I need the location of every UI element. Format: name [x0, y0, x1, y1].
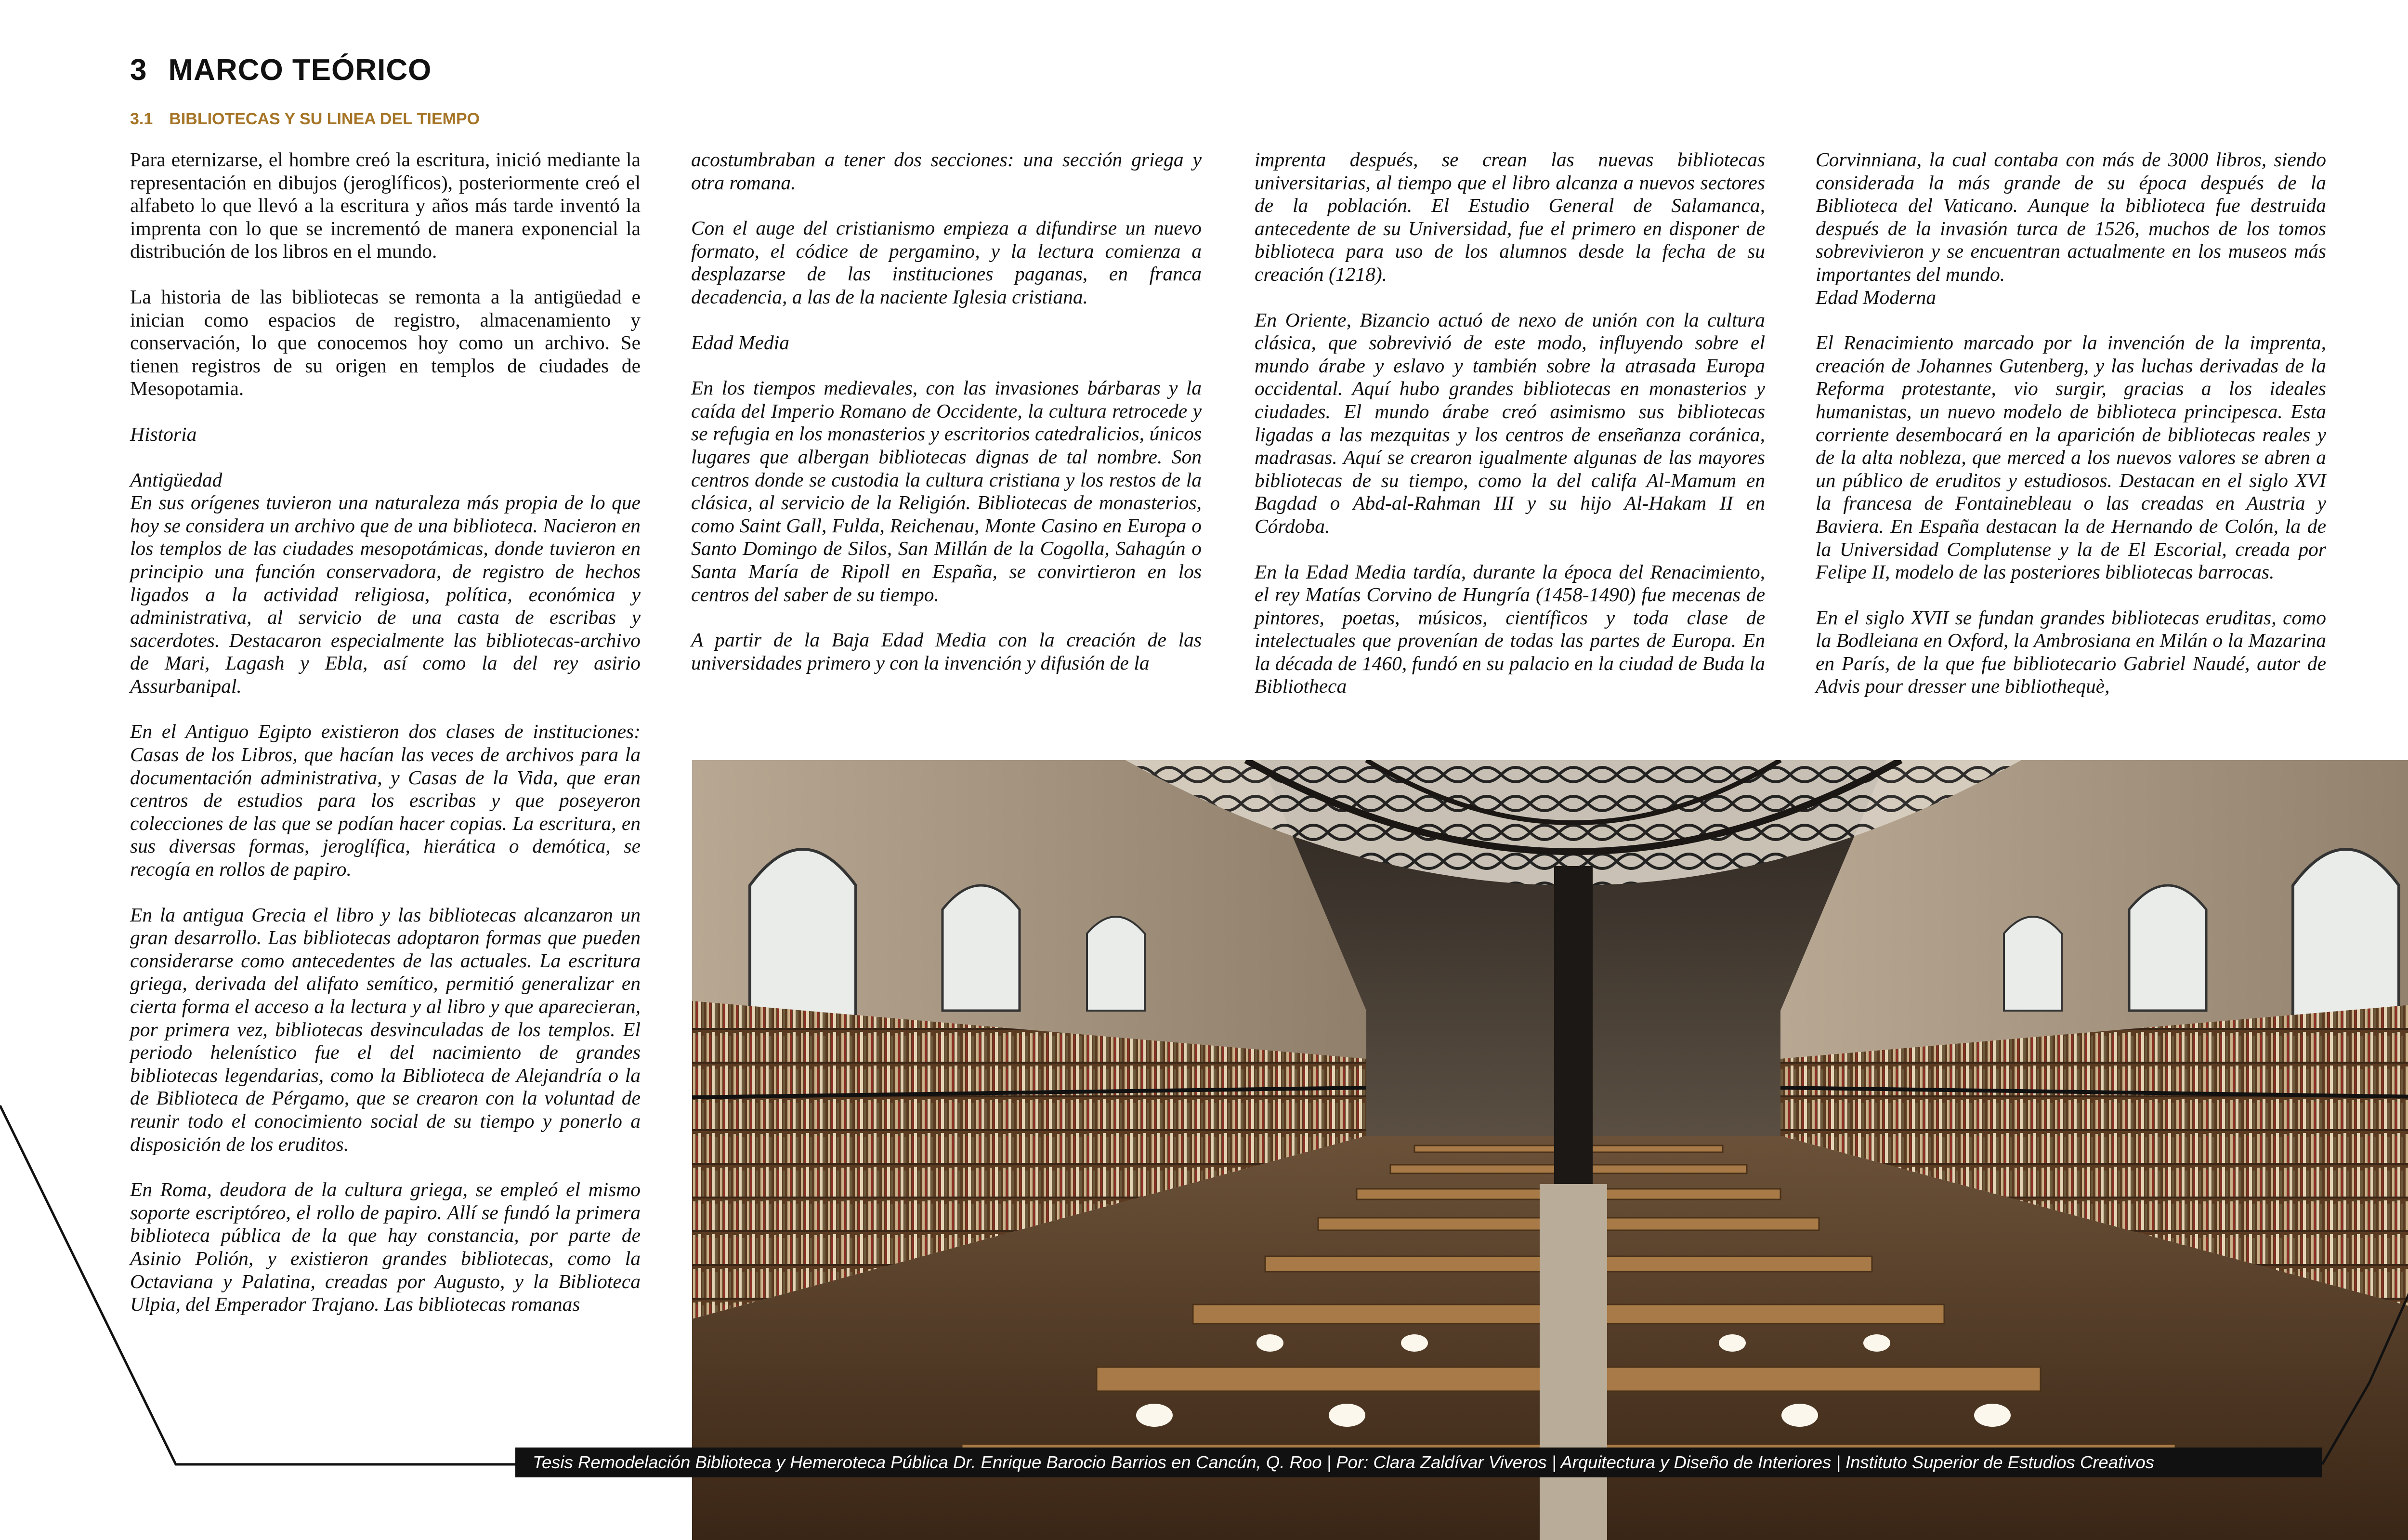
text-column-1: [130, 148, 641, 1339]
paragraph: imprenta después, se crean las nuevas bibliotecas universitarias, al tiempo que el libro alcanza a nuevos sectores de la población. El Estudio General de Salamanca, antecedente de su Universidad, fue el primero en disponer de biblioteca para uso de los alumnos desde la fecha de su creación (1218).: [1255, 148, 1765, 285]
paragraph: En Roma, deudora de la cultura griega, se empleó el mismo soporte escriptóreo, el rollo de papiro. Allí se fundó la primera biblioteca pública de la que hay constancia, por parte de Asinio Polión, y existieron grandes bibliotecas, como la Octaviana y Palatina, creadas por Augusto, y la Biblioteca Ulpia, del Emperador Trajano. Las bibliotecas romanas: [130, 1178, 641, 1316]
paragraph: En Oriente, Bizancio actuó de nexo de unión con la cultura clásica, que sobrevivió de este modo, influyendo sobre el mundo árabe y eslavo y también sobre la atrasada Europa occidental. Aquí hubo grandes bibliotecas en monasterios y ciudades. El mundo árabe creó asimismo sus bibliotecas ligadas a las mezquitas y los centros de enseñanza coránica, madrasas. Aquí se crearon igualmente algunas de las mayores bibliotecas de su tiempo, como la del califa Al-Mamum en Bagdad o Abd-al-Rahman III y su hijo Al-Hakam II en Córdoba.: [1255, 308, 1765, 537]
paragraph: En la antigua Grecia el libro y las bibliotecas alcanzaron un gran desarrollo. Las bibliotecas adoptaron formas que pueden considerarse como antecedentes de las actuales. La escritura griega, derivada del alifato semítico, permitió generalizar en cierta forma el acceso a la lectura y al libro y que aparecieran, por primera vez, bibliotecas desvinculadas de los templos. El periodo helenístico fue el del nacimiento de grandes bibliotecas legendarias, como la Biblioteca de Alejandría o la de Biblioteca de Pérgamo, que se crearon con la voluntad de reunir todo el conocimiento social de su tiempo y ponerlo a disposición de los eruditos.: [130, 903, 641, 1155]
text-column-2: [691, 148, 1202, 697]
section-heading: [130, 53, 432, 87]
paragraph: En la Edad Media tardía, durante la época del Renacimiento, el rey Matías Corvino de Hungría (1458-1490) fue mecenas de pintores, poetas, músicos, científicos y toda clase de intelectuales que provenían de todas las partes de Europa. En la década de 1460, fundó en su palacio en la ciudad de Buda la Bibliotheca: [1255, 560, 1765, 698]
paragraph: La historia de las bibliotecas se remonta a la antigüedad e inician como espacios de registro, almacenamiento y conservación, lo que conocemos hoy como un archivo. Se tienen registros de su origen en templos de ciudades de Mesopotamia.: [130, 285, 641, 400]
paragraph: El Renacimiento marcado por la invención de la imprenta, creación de Johannes Gutenberg, y las luchas derivadas de la Reforma protestante, vio surgir, gracias a los ideales humanistas, un nuevo modelo de biblioteca principesca. Esta corriente desembocará en la aparición de bibliotecas reales y de la alta nobleza, que merced a los nuevos valores se abren a un público de eruditos y estudiosos. Destacan en el siglo XVI la francesa de Fontainebleau o las creadas en Austria y Baviera. En España destacan la de Hernando de Colón, la de la Universidad Complutense y la de El Escorial, creada por Felipe II, modelo de las posteriores bibliotecas barrocas.: [1816, 331, 2326, 583]
paragraph: A partir de la Baja Edad Media con la creación de las universidades primero y con la invención y difusión de la: [691, 629, 1202, 674]
footer-credits: Tesis Remodelación Biblioteca y Hemeroteca Pública Dr. Enrique Barocio Barrios en Cancún, Q. Roo | Por: Clara Zaldívar Viveros | Arquitectura y Diseño de Interiores | Instituto Superior de Estudios Creativos: [515, 1448, 2322, 1477]
section-number: 3: [130, 53, 147, 87]
paragraph: En los tiempos medievales, con las invasiones bárbaras y la caída del Imperio Romano de Occidente, la cultura retrocede y se refugia en los monasterios y escritorios catedralicios, únicos lugares que albergan bibliotecas dignas de tal nombre. Son centros donde se custodia la cultura cristiana y los restos de la clásica, al servicio de la Religión. Bibliotecas de monasterios, como Saint Gall, Fulda, Reichenau, Monte Casino en Europa o Santo Domingo de Silos, San Millán de la Cogolla, Sahagún o Santa María de Ripoll en España, se convirtieron en los centros del saber de su tiempo.: [691, 377, 1202, 605]
text-column-4: [1816, 148, 2326, 721]
paragraph: Para eternizarse, el hombre creó la escritura, inició mediante la representación en dibujos (jeroglíficos), posteriormente creó el alfabeto lo que llevó a la escritura y años más tarde inventó la imprenta con lo que se incrementó de manera exponencial la distribución de los libros en el mundo.: [130, 148, 641, 263]
paragraph: Antigüedad En sus orígenes tuvieron una naturaleza más propia de lo que hoy se considera un archivo que de una biblioteca. Nacieron en los templos de las ciudades mesopotámicas, donde tuvieron en principio una función conservadora, de registro de hechos ligados a la actividad religiosa, política, económica y administrativa, al servicio de una casta de escribas y sacerdotes. Destacaron especialmente las bibliotecas-archivo de Mari, Lagash y Ebla, así como la del rey asirio Assurbanipal.: [130, 468, 641, 697]
text-column-3: [1255, 148, 1765, 721]
paragraph: Corvinniana, la cual contaba con más de 3000 libros, siendo considerada la más grande de su época después de la Biblioteca del Vaticano. Aunque la biblioteca fue destruida después de la invasión turca de 1526, muchos de los tomos sobrevivieron y se encuentran actualmente en los museos más importantes del mundo.: [1816, 148, 2326, 285]
subsection-number: 3.1: [130, 110, 153, 128]
paragraph: En el siglo XVII se fundan grandes bibliotecas eruditas, como la Bodleiana en Oxford, la Ambrosiana en Milán o la Mazarina en París, de la que fue bibliotecario Gabriel Naudé, autor de Advis pour dresser une bibliothequè,: [1816, 606, 2326, 698]
paragraph: acostumbraban a tener dos secciones: una sección griega y otra romana.: [691, 148, 1202, 194]
section-title: MARCO TEÓRICO: [168, 53, 432, 87]
paragraph: En el Antiguo Egipto existieron dos clases de instituciones: Casas de los Libros, que hacían las veces de archivos para la documentación administrativa, y Casas de la Vida, que eran centros de estudios para los escribas y que poseyeron colecciones de las que se podían hacer copias. La escritura, en sus diversas formas, jeroglífica, hierática o demótica, se recogía en rollos de papiro.: [130, 720, 641, 881]
subsection-title: BIBLIOTECAS Y SU LINEA DEL TIEMPO: [169, 110, 480, 128]
section-label-edad-media: Edad Media: [691, 331, 789, 354]
paragraph: Con el auge del cristianismo empieza a difundirse un nuevo formato, el códice de pergamino, y la lectura comienza a desplazarse de las instituciones paganas, en franca decadencia, a las de la naciente Iglesia cristiana.: [691, 217, 1202, 308]
library-reading-room-photo: [692, 760, 2408, 1540]
section-label-historia: Historia: [130, 422, 197, 445]
subsection-heading: [130, 110, 480, 129]
section-label-edad-moderna: Edad Moderna: [1816, 286, 1937, 308]
